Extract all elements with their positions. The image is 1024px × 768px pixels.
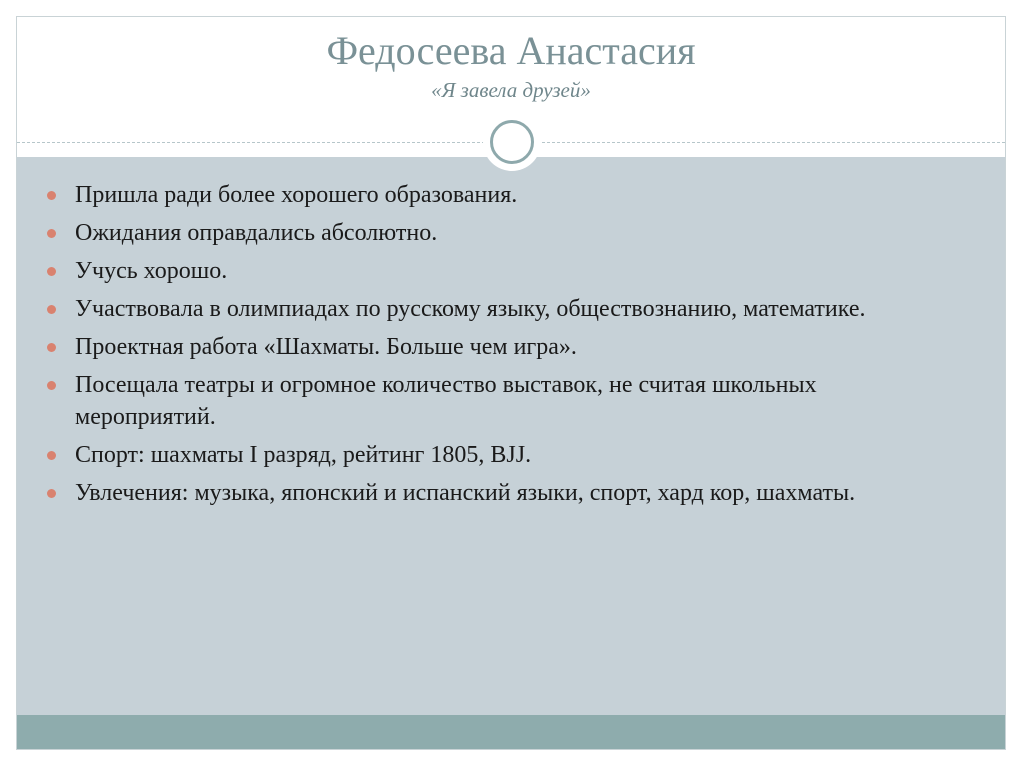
- list-item-text: Учусь хорошо.: [75, 258, 228, 284]
- dot-bullet-icon: [47, 191, 56, 200]
- footer-band: [17, 715, 1005, 750]
- list-item-text: Посещала театры и огромное количество выставок, не считая школьных мероприятий.: [75, 372, 817, 430]
- slide-title: Федосеева Анастасия: [326, 28, 696, 73]
- list-item-text: Участвовала в олимпиадах по русскому языку, обществознанию, математике.: [75, 296, 866, 322]
- ornament-ring: [490, 120, 534, 164]
- list-item: [47, 255, 947, 287]
- list-item: [47, 477, 947, 509]
- list-item-text: Спорт: шахматы I разряд, рейтинг 1805, BJJ.: [75, 442, 532, 468]
- slide-subtitle: «Я завела друзей»: [431, 78, 591, 102]
- list-item: [47, 439, 947, 471]
- slide: [16, 16, 1006, 750]
- dot-bullet-icon: [47, 229, 56, 238]
- bullet-list: [47, 179, 947, 515]
- dot-bullet-icon: [47, 305, 56, 314]
- dot-bullet-icon: [47, 267, 56, 276]
- circle-ring-icon: [483, 113, 541, 171]
- list-item-text: Ожидания оправдались абсолютно.: [75, 220, 438, 246]
- list-item: [47, 217, 947, 249]
- list-item: [47, 331, 947, 363]
- list-item-text: Увлечения: музыка, японский и испанский языки, спорт, хард кор, шахматы.: [75, 480, 856, 506]
- dot-bullet-icon: [47, 381, 56, 390]
- dot-bullet-icon: [47, 451, 56, 460]
- list-item-text: Проектная работа «Шахматы. Больше чем игра».: [75, 334, 577, 360]
- list-item: [47, 369, 947, 433]
- list-item: [47, 293, 947, 325]
- list-item: [47, 179, 947, 211]
- dot-bullet-icon: [47, 489, 56, 498]
- dot-bullet-icon: [47, 343, 56, 352]
- list-item-text: Пришла ради более хорошего образования.: [75, 182, 518, 208]
